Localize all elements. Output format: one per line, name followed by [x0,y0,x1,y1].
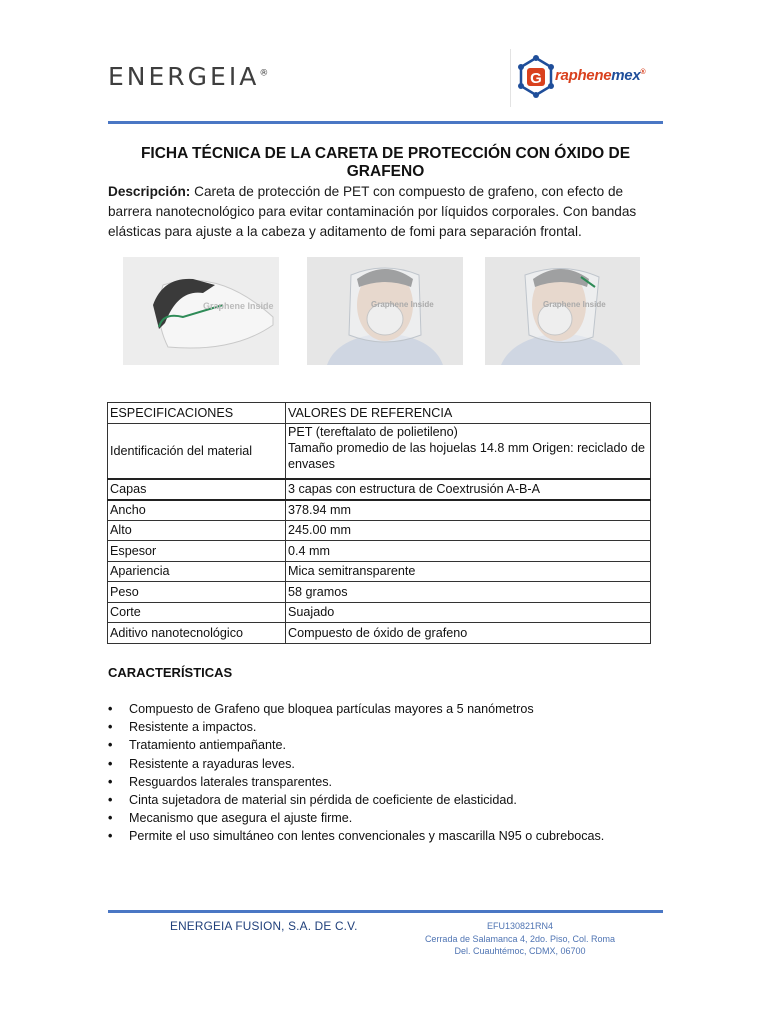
characteristics-heading: CARACTERÍSTICAS [108,665,233,680]
spec-value: 58 gramos [286,582,651,603]
footer-address-block [380,920,660,958]
svg-text:Graphene Inside: Graphene Inside [543,300,606,309]
list-item: • Resguardos laterales transparentes. [108,773,604,791]
table-header-row [108,403,651,424]
photo-face-shield-product [123,257,279,365]
spec-value: 245.00 mm [286,520,651,541]
table-row [108,500,651,521]
spec-name: Ancho [108,500,286,521]
list-item: • Tratamiento antiempañante. [108,736,604,754]
energeia-logo-text: ENERGEIA [108,62,260,91]
spec-table [107,402,651,644]
spec-value: 0.4 mm [286,541,651,562]
spec-name: Aditivo nanotecnológico [108,623,286,644]
table-row [108,602,651,623]
spec-name: Identificación del material [108,423,286,479]
spec-value: 3 capas con estructura de Coextrusión A-B-A [286,479,651,500]
description-label: Descripción: [108,184,191,199]
footer-rfc: EFU130821RN4 [486,921,554,931]
spec-value: Compuesto de óxido de grafeno [286,623,651,644]
characteristics-list [108,700,604,846]
spec-value: PET (tereftalato de polietileno) Tamaño promedio de las hojuelas 14.8 mm Origen: reciclado de envases [286,423,651,479]
photo-person-three-quarter [485,257,640,365]
spec-value: 378.94 mm [286,500,651,521]
graphenemex-logo [510,49,659,107]
list-item: • Resistente a impactos. [108,718,604,736]
table-header-cell: VALORES DE REFERENCIA [286,403,651,424]
table-row [108,582,651,603]
list-item: • Compuesto de Grafeno que bloquea partículas mayores a 5 nanómetros [108,700,604,718]
spec-value: Suajado [286,602,651,623]
spec-name: Alto [108,520,286,541]
table-row [108,479,651,500]
table-row [108,423,651,479]
svg-text:Graphene Inside: Graphene Inside [203,301,274,311]
table-row [108,541,651,562]
graphene-hexagon-icon [517,55,555,99]
description-text: Careta de protección de PET con compuesto de grafeno, con efecto de barrera nanotecnológico para evitar contaminación por líquidos corporales. Con bandas elásticas para ajuste a la cabeza y aditamento de fomi para separación frontal. [108,184,637,239]
list-item: • Mecanismo que asegura el ajuste firme. [108,809,604,827]
spec-value: Mica semitransparente [286,561,651,582]
description-paragraph [108,182,664,242]
table-row [108,561,651,582]
list-item: • Resistente a rayaduras leves. [108,755,604,773]
list-item: • Cinta sujetadora de material sin pérdida de coeficiente de elasticidad. [108,791,604,809]
footer-company-name: ENERGEIA FUSION, S.A. DE C.V. [170,919,358,933]
graphenemex-wordmark: raphenemex® [555,67,646,84]
document-title: FICHA TÉCNICA DE LA CARETA DE PROTECCIÓN CON ÓXIDO DE GRAFENO [140,145,631,180]
spec-name: Apariencia [108,561,286,582]
header-rule [108,121,663,124]
list-item: • Permite el uso simultáneo con lentes convencionales y mascarilla N95 o cubrebocas. [108,827,604,845]
footer-address-line-1: Cerrada de Salamanca 4, 2do. Piso, Col. Roma [424,933,616,944]
footer-address-line-2: Del. Cuauhtémoc, CDMX, 06700 [454,946,586,956]
svg-text:G: G [530,70,542,87]
svg-text:Graphene Inside: Graphene Inside [371,300,434,309]
footer-rule [108,910,663,913]
table-header-cell: ESPECIFICACIONES [108,403,286,424]
spec-name: Peso [108,582,286,603]
energeia-logo [108,62,268,91]
spec-name: Espesor [108,541,286,562]
photo-person-front [307,257,463,365]
table-row [108,520,651,541]
spec-name: Capas [108,479,286,500]
spec-name: Corte [108,602,286,623]
energeia-logo-mark: ® [259,68,269,79]
table-row [108,623,651,644]
